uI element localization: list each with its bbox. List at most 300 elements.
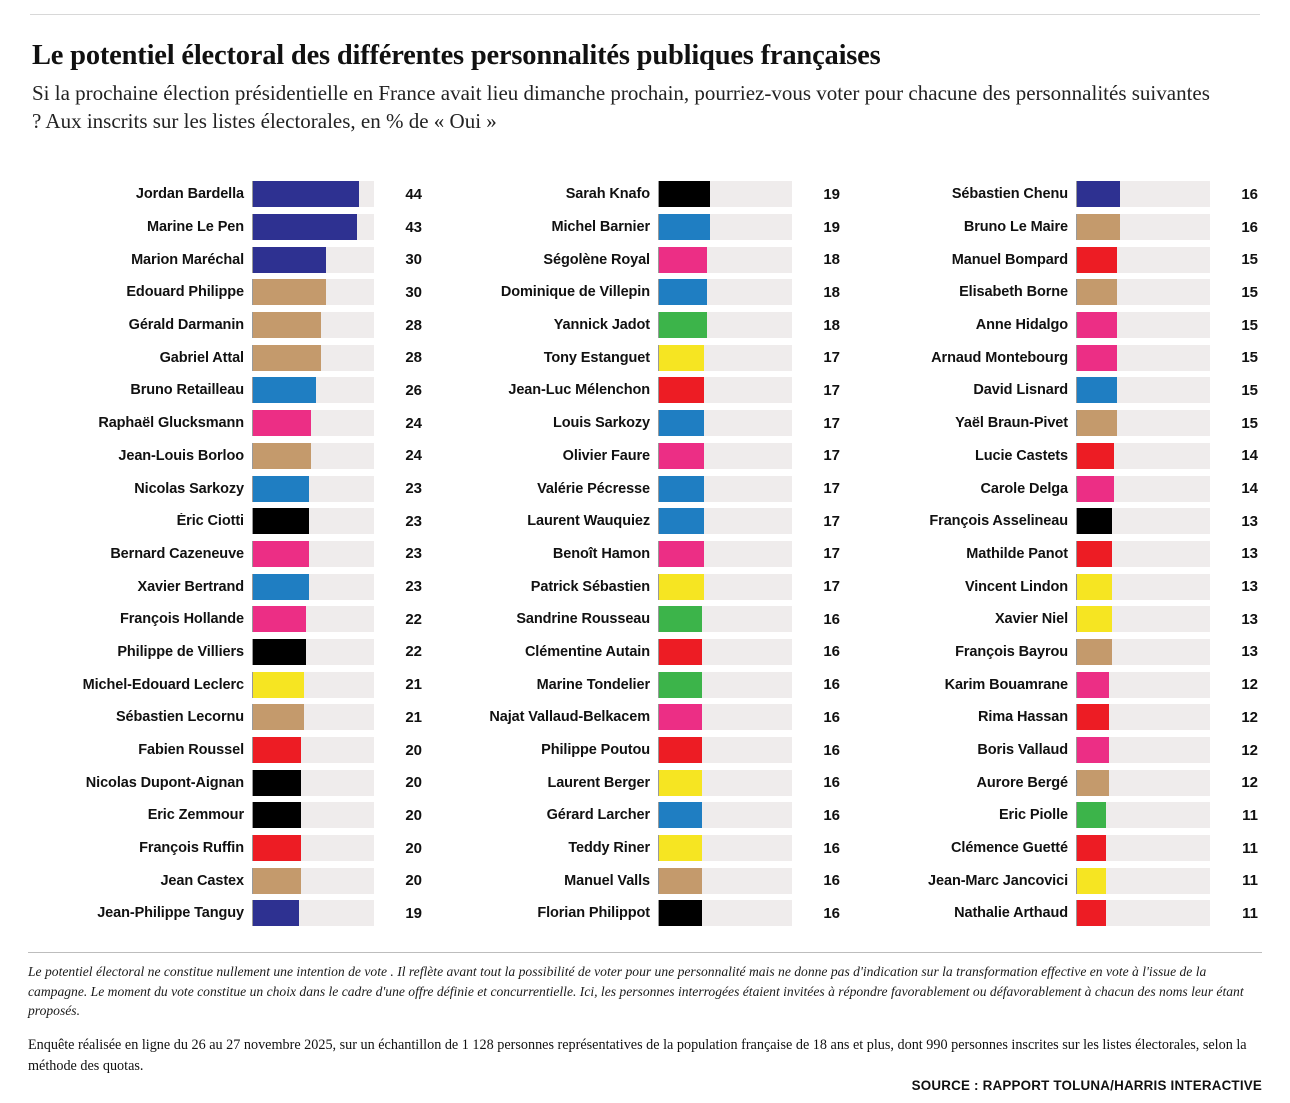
bar-value: 17	[823, 512, 840, 530]
bar-track	[658, 377, 792, 403]
bar-label: Gérard Larcher	[546, 807, 650, 824]
bar-fill	[1077, 345, 1117, 371]
bar-value: 15	[1241, 316, 1258, 334]
bar-label: Bruno Retailleau	[130, 382, 244, 399]
bar-row	[32, 178, 422, 211]
bar-value: 15	[1241, 283, 1258, 301]
bar-value: 19	[405, 904, 422, 922]
bar-fill	[1077, 639, 1112, 665]
bar-label: François Hollande	[120, 611, 244, 628]
bar-fill	[253, 377, 316, 403]
bar-value: 17	[823, 381, 840, 399]
bar-row	[868, 538, 1258, 571]
bar-value: 18	[823, 316, 840, 334]
bar-track	[658, 606, 792, 632]
bar-value: 15	[1241, 414, 1258, 432]
bar-fill	[253, 345, 321, 371]
bar-row	[868, 276, 1258, 309]
bar-row	[450, 668, 840, 701]
bar-fill	[1077, 900, 1106, 926]
bar-label: Laurent Wauquiez	[527, 513, 650, 530]
bar-fill	[659, 835, 702, 861]
bar-value: 21	[405, 676, 422, 694]
bar-row	[32, 799, 422, 832]
bar-fill	[253, 410, 311, 436]
bar-label: Anne Hidalgo	[975, 317, 1068, 334]
bar-track	[658, 704, 792, 730]
bar-value: 16	[1241, 218, 1258, 236]
bar-track	[1076, 737, 1210, 763]
bar-fill	[253, 312, 321, 338]
bar-row	[450, 178, 840, 211]
bar-row	[868, 636, 1258, 669]
bar-row	[450, 374, 840, 407]
bar-row	[32, 505, 422, 538]
bar-label: Jean-Luc Mélenchon	[508, 382, 650, 399]
bar-fill	[253, 868, 301, 894]
bar-fill	[659, 214, 710, 240]
chart-column-3	[868, 178, 1258, 930]
bar-row	[32, 701, 422, 734]
bar-track	[658, 410, 792, 436]
bar-row	[868, 472, 1258, 505]
bar-label: Benoît Hamon	[552, 545, 650, 562]
bar-value: 12	[1241, 676, 1258, 694]
bar-fill	[253, 639, 306, 665]
bar-track	[658, 508, 792, 534]
bar-value: 16	[823, 839, 840, 857]
bar-label: François Asselineau	[929, 513, 1068, 530]
bar-fill	[1077, 770, 1109, 796]
bar-label: Fabien Roussel	[138, 742, 244, 759]
bar-value: 28	[405, 349, 422, 367]
bar-fill	[1077, 279, 1117, 305]
bar-track	[1076, 476, 1210, 502]
bar-value: 16	[823, 741, 840, 759]
bar-fill	[253, 279, 326, 305]
bar-row	[32, 603, 422, 636]
bar-value: 13	[1241, 512, 1258, 530]
bar-row	[868, 309, 1258, 342]
bar-row	[450, 766, 840, 799]
bar-value: 16	[823, 904, 840, 922]
footnotes	[28, 952, 1262, 1076]
bar-fill	[659, 672, 702, 698]
chart-header	[32, 40, 1258, 135]
bar-row	[32, 341, 422, 374]
bar-label: Raphaël Glucksmann	[98, 415, 244, 432]
bar-fill	[1077, 476, 1114, 502]
page-title: Le potentiel électoral des différentes personnalités publiques françaises	[32, 40, 881, 71]
bar-label: Sébastien Lecornu	[115, 709, 244, 726]
bar-value: 17	[823, 447, 840, 465]
bar-row	[32, 734, 422, 767]
bar-value: 43	[405, 218, 422, 236]
bar-track	[252, 312, 374, 338]
bar-row	[450, 701, 840, 734]
bar-track	[658, 868, 792, 894]
bar-label: Jean-Philippe Tanguy	[97, 905, 244, 922]
bar-fill	[659, 606, 702, 632]
bar-value: 14	[1241, 480, 1258, 498]
bar-fill	[659, 639, 702, 665]
bar-row	[868, 243, 1258, 276]
bar-label: Philippe Poutou	[541, 742, 650, 759]
bar-track	[1076, 181, 1210, 207]
bar-row	[32, 538, 422, 571]
bar-label: Manuel Bompard	[951, 251, 1068, 268]
bar-fill	[659, 312, 707, 338]
bar-row	[450, 407, 840, 440]
bar-fill	[659, 377, 704, 403]
bar-fill	[1077, 574, 1112, 600]
bar-fill	[1077, 737, 1109, 763]
bar-label: Michel-Edouard Leclerc	[82, 676, 244, 693]
bar-value: 24	[405, 447, 422, 465]
bar-fill	[253, 802, 301, 828]
bar-label: Jean-Louis Borloo	[118, 447, 244, 464]
bar-fill	[253, 476, 309, 502]
bar-label: Valérie Pécresse	[537, 480, 650, 497]
bar-track	[1076, 508, 1210, 534]
bar-row	[450, 832, 840, 865]
bar-label: Dominique de Villepin	[500, 284, 650, 301]
bar-fill	[253, 900, 299, 926]
bar-row	[868, 505, 1258, 538]
bar-track	[658, 900, 792, 926]
bar-track	[1076, 868, 1210, 894]
bar-label: Elisabeth Borne	[959, 284, 1068, 301]
bar-fill	[253, 737, 301, 763]
bar-value: 17	[823, 414, 840, 432]
bar-label: Marine Le Pen	[146, 219, 244, 236]
bar-row	[32, 636, 422, 669]
bar-label: Nicolas Dupont-Aignan	[85, 774, 244, 791]
bar-label: Eric Piolle	[998, 807, 1068, 824]
bar-track	[252, 541, 374, 567]
bar-label: Sarah Knafo	[565, 186, 650, 203]
bar-value: 18	[823, 283, 840, 301]
bar-row	[868, 864, 1258, 897]
bar-row	[32, 668, 422, 701]
bar-row	[32, 440, 422, 473]
bar-track	[1076, 214, 1210, 240]
bar-label: Lucie Castets	[975, 447, 1068, 464]
bar-fill	[253, 214, 357, 240]
bar-row	[868, 374, 1258, 407]
bar-track	[252, 247, 374, 273]
bar-track	[252, 639, 374, 665]
bar-label: Vincent Lindon	[964, 578, 1068, 595]
bar-track	[1076, 345, 1210, 371]
bar-track	[252, 214, 374, 240]
bar-fill	[1077, 377, 1117, 403]
bar-value: 44	[405, 185, 422, 203]
bar-label: Karim Bouamrane	[944, 676, 1068, 693]
bar-track	[658, 247, 792, 273]
bar-fill	[659, 802, 702, 828]
bar-value: 12	[1241, 741, 1258, 759]
bar-value: 24	[405, 414, 422, 432]
bar-value: 11	[1242, 904, 1258, 922]
bar-label: François Ruffin	[139, 840, 244, 857]
bar-row	[32, 407, 422, 440]
bar-track	[658, 541, 792, 567]
bar-row	[450, 341, 840, 374]
bar-value: 14	[1241, 447, 1258, 465]
bar-value: 17	[823, 578, 840, 596]
bar-row	[450, 897, 840, 930]
bar-fill	[253, 508, 309, 534]
bar-fill	[1077, 672, 1109, 698]
bar-value: 16	[823, 774, 840, 792]
bar-value: 19	[823, 185, 840, 203]
bar-fill	[1077, 835, 1106, 861]
bar-label: Carole Delga	[980, 480, 1068, 497]
bar-fill	[659, 900, 702, 926]
bar-label: Patrick Sébastien	[530, 578, 650, 595]
bar-row	[450, 799, 840, 832]
bar-label: Philippe de Villiers	[117, 643, 244, 660]
bar-label: Ségolène Royal	[543, 251, 650, 268]
bar-fill	[253, 835, 301, 861]
bar-label: Clémentine Autain	[524, 643, 650, 660]
bar-fill	[659, 737, 702, 763]
bar-fill	[253, 606, 306, 632]
bar-value: 22	[405, 610, 422, 628]
top-divider	[30, 14, 1260, 15]
bar-track	[1076, 770, 1210, 796]
bar-row	[868, 407, 1258, 440]
bar-fill	[1077, 247, 1117, 273]
bar-row	[450, 211, 840, 244]
bar-row	[32, 864, 422, 897]
bar-track	[1076, 541, 1210, 567]
bar-label: Marion Maréchal	[131, 251, 244, 268]
bar-row	[450, 538, 840, 571]
bar-label: Laurent Berger	[547, 774, 650, 791]
bar-row	[450, 243, 840, 276]
bar-label: Yannick Jadot	[553, 317, 650, 334]
bar-value: 16	[823, 676, 840, 694]
bar-value: 16	[823, 708, 840, 726]
bar-row	[450, 505, 840, 538]
bar-row	[32, 897, 422, 930]
bar-row	[868, 701, 1258, 734]
bar-track	[252, 606, 374, 632]
bar-value: 13	[1241, 643, 1258, 661]
bar-fill	[659, 410, 704, 436]
bar-fill	[659, 247, 707, 273]
bar-track	[252, 279, 374, 305]
bar-track	[252, 508, 374, 534]
bar-fill	[659, 704, 702, 730]
bar-label: Najat Vallaud-Belkacem	[489, 709, 650, 726]
chart-column-2	[450, 178, 840, 930]
bar-label: Jean-Marc Jancovici	[928, 872, 1068, 889]
bar-value: 15	[1241, 251, 1258, 269]
bar-row	[868, 341, 1258, 374]
bar-track	[252, 574, 374, 600]
bar-fill	[253, 770, 301, 796]
bar-track	[1076, 835, 1210, 861]
bar-track	[1076, 606, 1210, 632]
bar-fill	[659, 868, 702, 894]
bar-track	[658, 279, 792, 305]
source-label: SOURCE : RAPPORT TOLUNA/HARRIS INTERACTIVE	[911, 1078, 1262, 1093]
bar-label: Mathilde Panot	[966, 545, 1068, 562]
bar-track	[252, 345, 374, 371]
bar-fill	[659, 476, 704, 502]
bar-label: Bruno Le Maire	[963, 219, 1068, 236]
bar-label: Gabriel Attal	[159, 349, 244, 366]
bar-track	[1076, 704, 1210, 730]
bar-label: Marine Tondelier	[536, 676, 650, 693]
bar-label: Tony Estanguet	[543, 349, 650, 366]
bar-row	[868, 734, 1258, 767]
bar-value: 20	[405, 872, 422, 890]
bar-fill	[1077, 606, 1112, 632]
bar-track	[658, 312, 792, 338]
bar-label: Éric Ciotti	[176, 513, 244, 530]
bar-value: 30	[405, 283, 422, 301]
bar-track	[1076, 377, 1210, 403]
bar-label: Eric Zemmour	[147, 807, 244, 824]
bar-fill	[659, 574, 704, 600]
bar-label: Bernard Cazeneuve	[110, 545, 244, 562]
bar-label: Boris Vallaud	[977, 742, 1068, 759]
bar-value: 23	[405, 480, 422, 498]
bar-row	[450, 440, 840, 473]
bar-label: Jordan Bardella	[135, 186, 244, 203]
bar-label: François Bayrou	[955, 643, 1068, 660]
bar-row	[32, 374, 422, 407]
bar-row	[868, 799, 1258, 832]
bar-track	[252, 443, 374, 469]
bar-value: 17	[823, 349, 840, 367]
bar-value: 15	[1241, 349, 1258, 367]
bar-value: 16	[823, 610, 840, 628]
bar-fill	[659, 443, 704, 469]
bar-label: Clémence Guetté	[951, 840, 1068, 857]
bar-fill	[1077, 541, 1112, 567]
bar-row	[868, 766, 1258, 799]
bar-fill	[253, 443, 311, 469]
bar-track	[658, 345, 792, 371]
bar-track	[1076, 279, 1210, 305]
bar-label: Edouard Philippe	[126, 284, 244, 301]
bar-row	[868, 897, 1258, 930]
bar-value: 16	[823, 643, 840, 661]
bar-track	[252, 737, 374, 763]
bar-value: 12	[1241, 708, 1258, 726]
bar-fill	[1077, 443, 1114, 469]
bar-row	[32, 309, 422, 342]
bar-fill	[659, 508, 704, 534]
bar-track	[658, 443, 792, 469]
bar-value: 17	[823, 480, 840, 498]
bar-fill	[1077, 312, 1117, 338]
bar-track	[1076, 247, 1210, 273]
bar-row	[450, 570, 840, 603]
bar-fill	[253, 704, 304, 730]
bar-track	[252, 704, 374, 730]
footnote-survey-details: Enquête réalisée en ligne du 26 au 27 novembre 2025, sur un échantillon de 1 128 personnes représentatives de la population française de 18 ans et plus, dont 990 personnes inscrites sur les listes électorales, selon la méthode des quotas.	[28, 1037, 1247, 1074]
bar-value: 28	[405, 316, 422, 334]
bar-value: 30	[405, 251, 422, 269]
bar-track	[658, 737, 792, 763]
bar-value: 20	[405, 774, 422, 792]
bar-value: 12	[1241, 774, 1258, 792]
bar-row	[868, 570, 1258, 603]
bar-value: 11	[1242, 872, 1258, 890]
bar-value: 21	[405, 708, 422, 726]
bar-fill	[253, 181, 359, 207]
bar-value: 19	[823, 218, 840, 236]
bar-row	[868, 603, 1258, 636]
bar-row	[450, 734, 840, 767]
bar-label: Nicolas Sarkozy	[134, 480, 244, 497]
bar-row	[450, 276, 840, 309]
bar-track	[1076, 672, 1210, 698]
bar-value: 11	[1242, 806, 1258, 824]
bar-label: Xavier Niel	[994, 611, 1068, 628]
bar-track	[658, 574, 792, 600]
chart-column-1	[32, 178, 422, 930]
bar-track	[252, 377, 374, 403]
bar-fill	[659, 279, 707, 305]
bar-value: 23	[405, 545, 422, 563]
bar-value: 17	[823, 545, 840, 563]
bar-value: 20	[405, 839, 422, 857]
bar-row	[32, 832, 422, 865]
bar-fill	[659, 345, 704, 371]
bar-value: 13	[1241, 578, 1258, 596]
bar-label: Manuel Valls	[564, 872, 650, 889]
bar-label: Aurore Bergé	[976, 774, 1068, 791]
bar-label: Xavier Bertrand	[137, 578, 244, 595]
bar-label: Rima Hassan	[978, 709, 1068, 726]
bar-row	[32, 472, 422, 505]
bar-label: Arnaud Montebourg	[931, 349, 1068, 366]
bar-fill	[1077, 802, 1106, 828]
bar-row	[32, 766, 422, 799]
bar-track	[252, 476, 374, 502]
bar-value: 26	[405, 381, 422, 399]
bar-fill	[659, 181, 710, 207]
bar-fill	[1077, 410, 1117, 436]
footnote-divider	[28, 952, 1262, 953]
bar-track	[658, 476, 792, 502]
bar-value: 16	[1241, 185, 1258, 203]
bar-row	[868, 668, 1258, 701]
bar-track	[658, 214, 792, 240]
bar-track	[1076, 802, 1210, 828]
bar-fill	[1077, 704, 1109, 730]
bar-value: 13	[1241, 610, 1258, 628]
bar-row	[868, 832, 1258, 865]
bar-label: David Lisnard	[973, 382, 1068, 399]
bar-track	[658, 770, 792, 796]
bar-track	[1076, 639, 1210, 665]
bar-track	[1076, 312, 1210, 338]
bar-value: 20	[405, 806, 422, 824]
bar-track	[252, 410, 374, 436]
bar-row	[32, 276, 422, 309]
bar-track	[658, 181, 792, 207]
bar-row	[450, 603, 840, 636]
bar-label: Florian Philippot	[537, 905, 650, 922]
